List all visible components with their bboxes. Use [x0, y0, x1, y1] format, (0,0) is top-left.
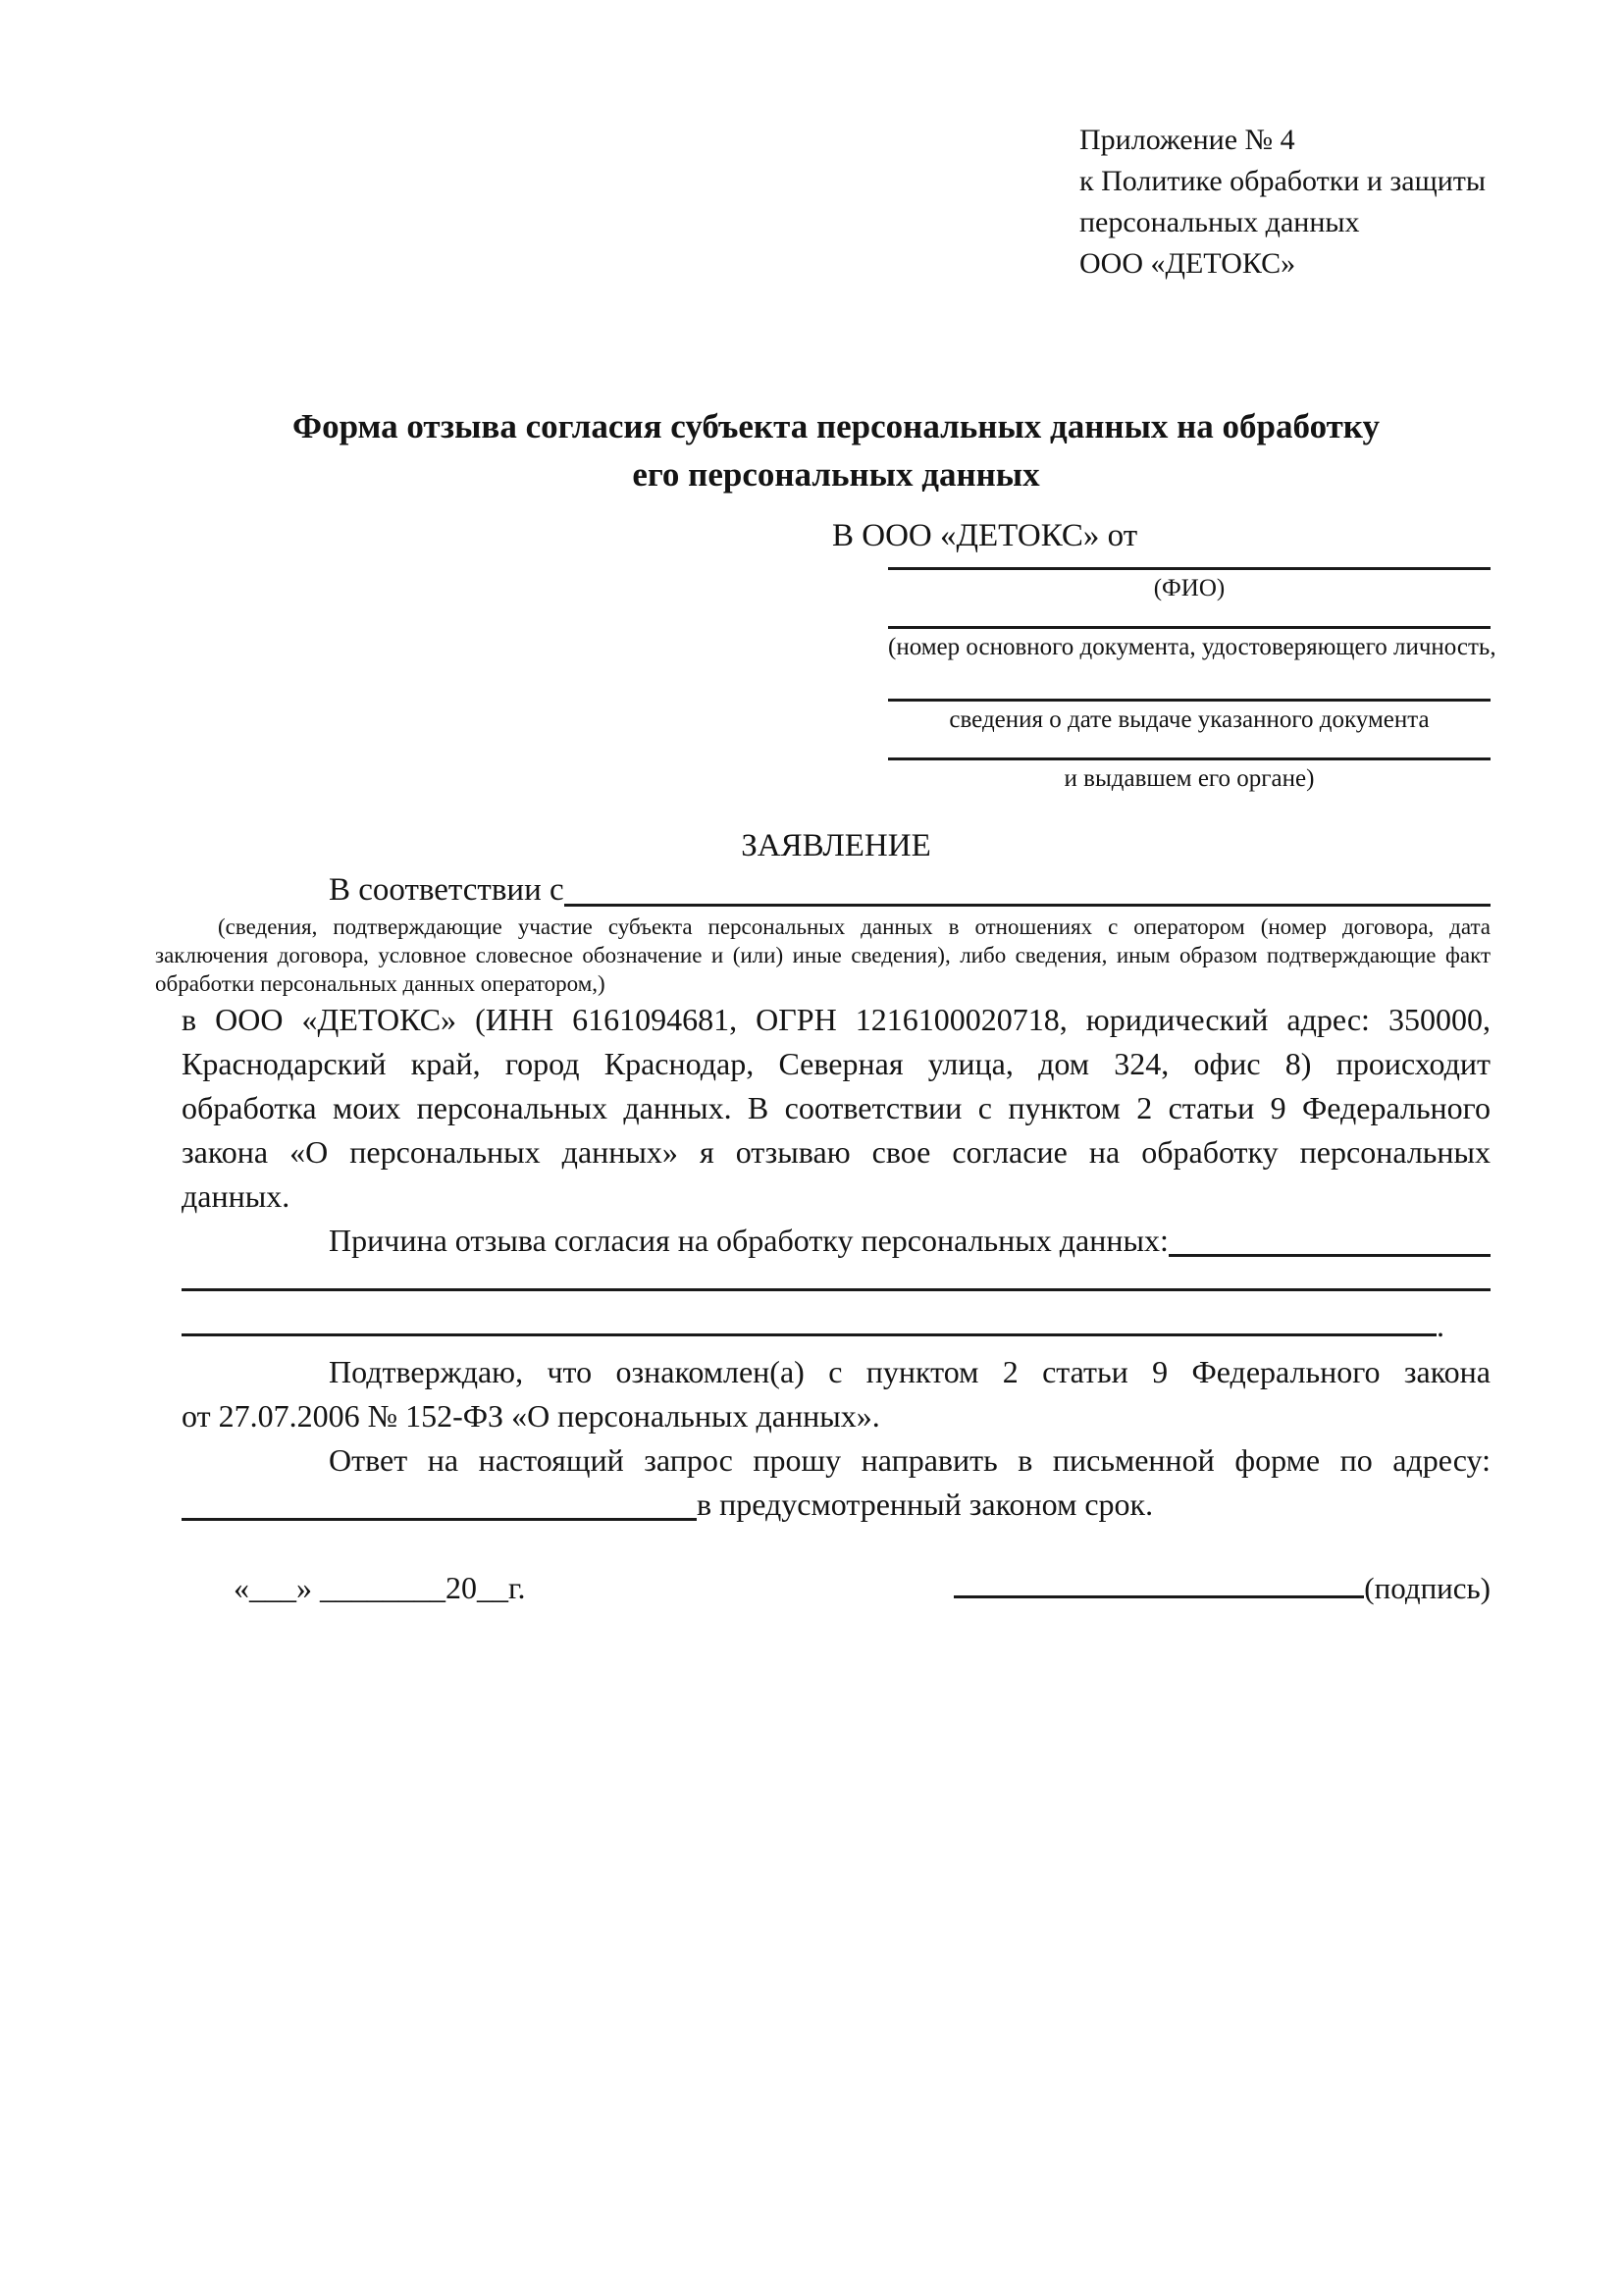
fio-fill-in-line: [888, 557, 1491, 570]
appendix-line: Приложение № 4: [1079, 124, 1295, 156]
signature-block: [954, 1566, 1491, 1610]
reply-suffix: в предусмотренный законом срок.: [697, 1487, 1154, 1522]
document-number-field: [888, 616, 1496, 663]
confirmation-line: Подтверждаю, что ознакомлен(а) с пунктом 2 статьи 9 Федерального закона: [329, 1354, 1491, 1389]
accordance-prefix: В соответствии с: [329, 872, 564, 908]
issuing-authority-field-caption: и выдавшем его органе): [1064, 765, 1315, 792]
signature-caption: (подпись): [1364, 1571, 1491, 1605]
appendix-block: [1079, 120, 1491, 285]
footnote-line: (сведения, подтверждающие участие субъекта персональных данных в отношениях с оператором (номер договора, дата: [218, 914, 1491, 939]
reason-blank-line-2-rule: [182, 1331, 1437, 1336]
footnote: [155, 913, 1491, 998]
issue-date-field: [888, 689, 1491, 736]
date-line: «___» ________20__г.: [234, 1570, 526, 1605]
appendix-line: к Политике обработки и защиты: [1079, 165, 1487, 197]
addressee-fields: [888, 557, 1496, 795]
confirmation-line: от 27.07.2006 № 152-ФЗ «О персональных данных».: [182, 1398, 880, 1434]
main-paragraph-line: закона «О персональных данных» я отзываю свое согласие на обработку персональных: [182, 1134, 1491, 1170]
statement-heading: ЗАЯВЛЕНИЕ: [741, 828, 931, 863]
signature-fill-in-line: [954, 1570, 1364, 1598]
title-line: Форма отзыва согласия субъекта персональных данных на обработку: [292, 407, 1380, 445]
reply-paragraph: [182, 1438, 1491, 1483]
document-number-field-caption: (номер основного документа, удостоверяющего личность,: [888, 634, 1496, 660]
confirmation-paragraph: [182, 1350, 1491, 1438]
issuing-authority-fill-in-line: [888, 748, 1491, 760]
appendix-line: ООО «ДЕТОКС»: [1079, 247, 1296, 280]
reason-label: Причина отзыва согласия на обработку персональных данных:: [329, 1223, 1169, 1258]
reply-address-row: [182, 1483, 1491, 1527]
reason-fill-in-line: [1169, 1254, 1491, 1257]
footnote-line: обработки персональных данных оператором,): [155, 971, 605, 996]
main-paragraph-line: Краснодарский край, город Краснодар, Северная улица, дом 324, офис 8) происходит: [182, 1046, 1491, 1081]
blank-line-period: .: [1437, 1308, 1444, 1343]
issuing-authority-field: [888, 748, 1491, 795]
main-paragraph-line: в ООО «ДЕТОКС» (ИНН 6161094681, ОГРН 1216100020718, юридический адрес: 350000,: [182, 1002, 1491, 1037]
title-line: его персональных данных: [632, 455, 1040, 494]
reason-blank-line-1: [182, 1288, 1491, 1291]
appendix-line: персональных данных: [1079, 206, 1360, 238]
main-paragraph: [182, 998, 1491, 1219]
addressee-line: В ООО «ДЕТОКС» от: [832, 518, 1138, 553]
fio-field: [888, 557, 1491, 604]
accordance-line: [182, 867, 1491, 913]
main-paragraph-line: обработка моих персональных данных. В соответствии с пунктом 2 статьи 9 Федерального: [182, 1090, 1491, 1125]
date-signature-row: [182, 1566, 1491, 1610]
issue-date-field-caption: сведения о дате выдаче указанного документа: [949, 706, 1430, 733]
main-paragraph-line: данных.: [182, 1178, 290, 1214]
document-title: [182, 402, 1491, 498]
accordance-fill-in-line: [564, 904, 1491, 907]
footnote-line: заключения договора, условное словесное обозначение и (или) иные сведения), либо сведения, иным образом подтверждающие факт: [155, 943, 1491, 967]
reason-line: [182, 1219, 1491, 1263]
reason-blank-line-2: [182, 1308, 1491, 1343]
address-fill-in-line: [182, 1518, 697, 1521]
document-number-fill-in-line: [888, 616, 1491, 629]
fio-field-caption: (ФИО): [1153, 575, 1226, 601]
issue-date-fill-in-line: [888, 689, 1491, 702]
reply-line: Ответ на настоящий запрос прошу направить в письменной форме по адресу:: [329, 1442, 1491, 1478]
